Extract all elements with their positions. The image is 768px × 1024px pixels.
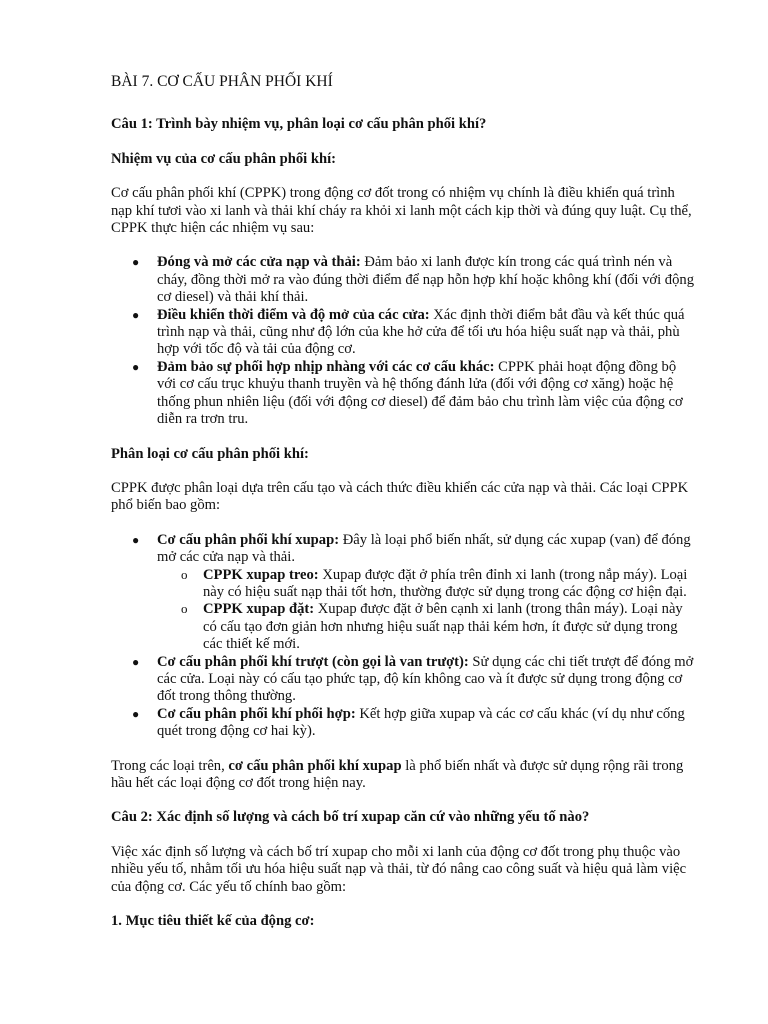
question-2-paragraph: Việc xác định số lượng và cách bố trí xupap cho mỗi xi lanh của động cơ đốt trong phụ thuộc vào nhiều yếu tố, nhằm tối ưu hóa hiệu suất nạp và thải, từ đó nâng cao công suất và hiệu quả làm việc của động cơ. Các yếu tố chính bao gồm:	[111, 843, 687, 895]
conclusion-paragraph	[111, 758, 698, 793]
sub-item-bold: CPPK xupap treo:	[203, 566, 319, 583]
list-item	[132, 705, 698, 741]
sub-item-text: Xupap được đặt ở bên cạnh xi lanh (trong thân máy). Loại này có cấu tạo đơn giản hơn nhưng hiệu suất nạp thải kém hơn, ít được sử dụng trong các thiết kế mới.	[203, 601, 683, 653]
question-2: Câu 2: Xác định số lượng và cách bố trí xupap căn cứ vào những yếu tố nào?	[111, 809, 590, 826]
list-item-text: Đảm bảo xi lanh được kín trong các quá trình nén và cháy, đồng thời mở ra vào đúng thời điểm để nạp hỗn hợp khí hoặc không khí (đối với động cơ diesel) và thải khí thải.	[157, 254, 694, 306]
classification-paragraph: CPPK được phân loại dựa trên cấu tạo và cách thức điều khiển các cửa nạp và thải. Các loại CPPK phổ biến bao gồm:	[111, 479, 689, 514]
circle-bullet-icon: o	[181, 566, 188, 582]
list-item-bold: Đóng và mở các cửa nạp và thải:	[157, 254, 361, 271]
question-1: Câu 1: Trình bày nhiệm vụ, phân loại cơ cấu phân phối khí?	[111, 116, 487, 133]
sub-item-bold: CPPK xupap đặt:	[203, 601, 315, 618]
bullet-icon: ●	[132, 654, 140, 669]
list-item-text: Xác định thời điểm bắt đầu và kết thúc quá trình nạp và thải, cũng như độ lớn của khe hở cửa để tối ưu hóa hiệu suất nạp và thải, phù hợp với tốc độ và tải của động cơ.	[157, 306, 685, 358]
list-item	[132, 653, 698, 706]
intro-paragraph: Cơ cấu phân phối khí (CPPK) trong động cơ đốt trong có nhiệm vụ chính là điều khiển quá trình nạp khí tươi vào xi lanh và thải khí cháy ra khỏi xi lanh một cách kịp thời và đúng quy luật. Cụ thể, CPPK thực hiện các nhiệm vụ sau:	[111, 185, 692, 237]
list-item-bold: Cơ cấu phân phối khí trượt (còn gọi là van trượt):	[157, 653, 469, 670]
bullet-icon: ●	[132, 359, 140, 374]
list-item-bold: Đảm bảo sự phối hợp nhịp nhàng với các cơ cấu khác:	[157, 358, 495, 375]
sub-list-item	[181, 566, 698, 602]
list-item-bold: Cơ cấu phân phối khí xupap:	[157, 531, 340, 548]
list-item	[132, 358, 698, 429]
sub-list	[157, 567, 698, 654]
bullet-icon: ●	[132, 532, 140, 547]
sub-list-item	[181, 601, 698, 653]
list-item-text: CPPK phải hoạt động đồng bộ với cơ cấu trục khuỷu thanh truyền và hệ thống đánh lửa (đối với động cơ xăng) hoặc hệ thống phun nhiên liệu (đối với động cơ diesel) để đảm bảo chu trình làm việc của động cơ diễn ra trơn tru.	[157, 358, 683, 428]
list-item	[132, 531, 698, 654]
sub-item-text: Xupap được đặt ở phía trên đỉnh xi lanh (trong nắp máy). Loại này có hiệu suất nạp thải tốt hơn, thường được sử dụng trong các động cơ hiện đại.	[203, 566, 688, 600]
conclusion-pre: Trong các loại trên,	[111, 757, 229, 774]
heading-factor-1: 1. Mục tiêu thiết kế của động cơ:	[111, 913, 315, 930]
list-item-text: Kết hợp giữa xupap và các cơ cấu khác (ví dụ như cống quét trong động cơ hai kỳ).	[157, 705, 685, 740]
conclusion-bold: cơ cấu phân phối khí xupap	[228, 757, 402, 774]
list-item-bold: Cơ cấu phân phối khí phối hợp:	[157, 705, 356, 722]
lesson-title: BÀI 7. CƠ CẤU PHÂN PHỐI KHÍ	[111, 73, 333, 90]
heading-tasks: Nhiệm vụ của cơ cấu phân phối khí:	[111, 150, 337, 167]
type-list	[111, 532, 698, 741]
list-item-text: Sử dụng các chi tiết trượt để đóng mở các cửa. Loại này có cấu tạo phức tạp, độ kín không cao và ít được sử dụng trong động cơ đốt trong thông thường.	[157, 653, 694, 705]
list-item-text: Đây là loại phổ biến nhất, sử dụng các xupap (van) để đóng mở các cửa nạp và thải.	[157, 531, 691, 566]
list-item	[132, 254, 698, 306]
list-item	[132, 306, 698, 359]
bullet-icon: ●	[132, 706, 140, 721]
list-item-bold: Điều khiển thời điểm và độ mở của các cửa:	[157, 306, 430, 323]
bullet-icon: ●	[132, 307, 140, 322]
conclusion-post: là phổ biến nhất và được sử dụng rộng rãi trong hầu hết các loại động cơ đốt trong hiện nay.	[111, 757, 684, 791]
circle-bullet-icon: o	[181, 601, 188, 617]
task-list	[111, 254, 698, 428]
heading-classification: Phân loại cơ cấu phân phối khí:	[111, 445, 309, 462]
bullet-icon: ●	[132, 255, 140, 270]
